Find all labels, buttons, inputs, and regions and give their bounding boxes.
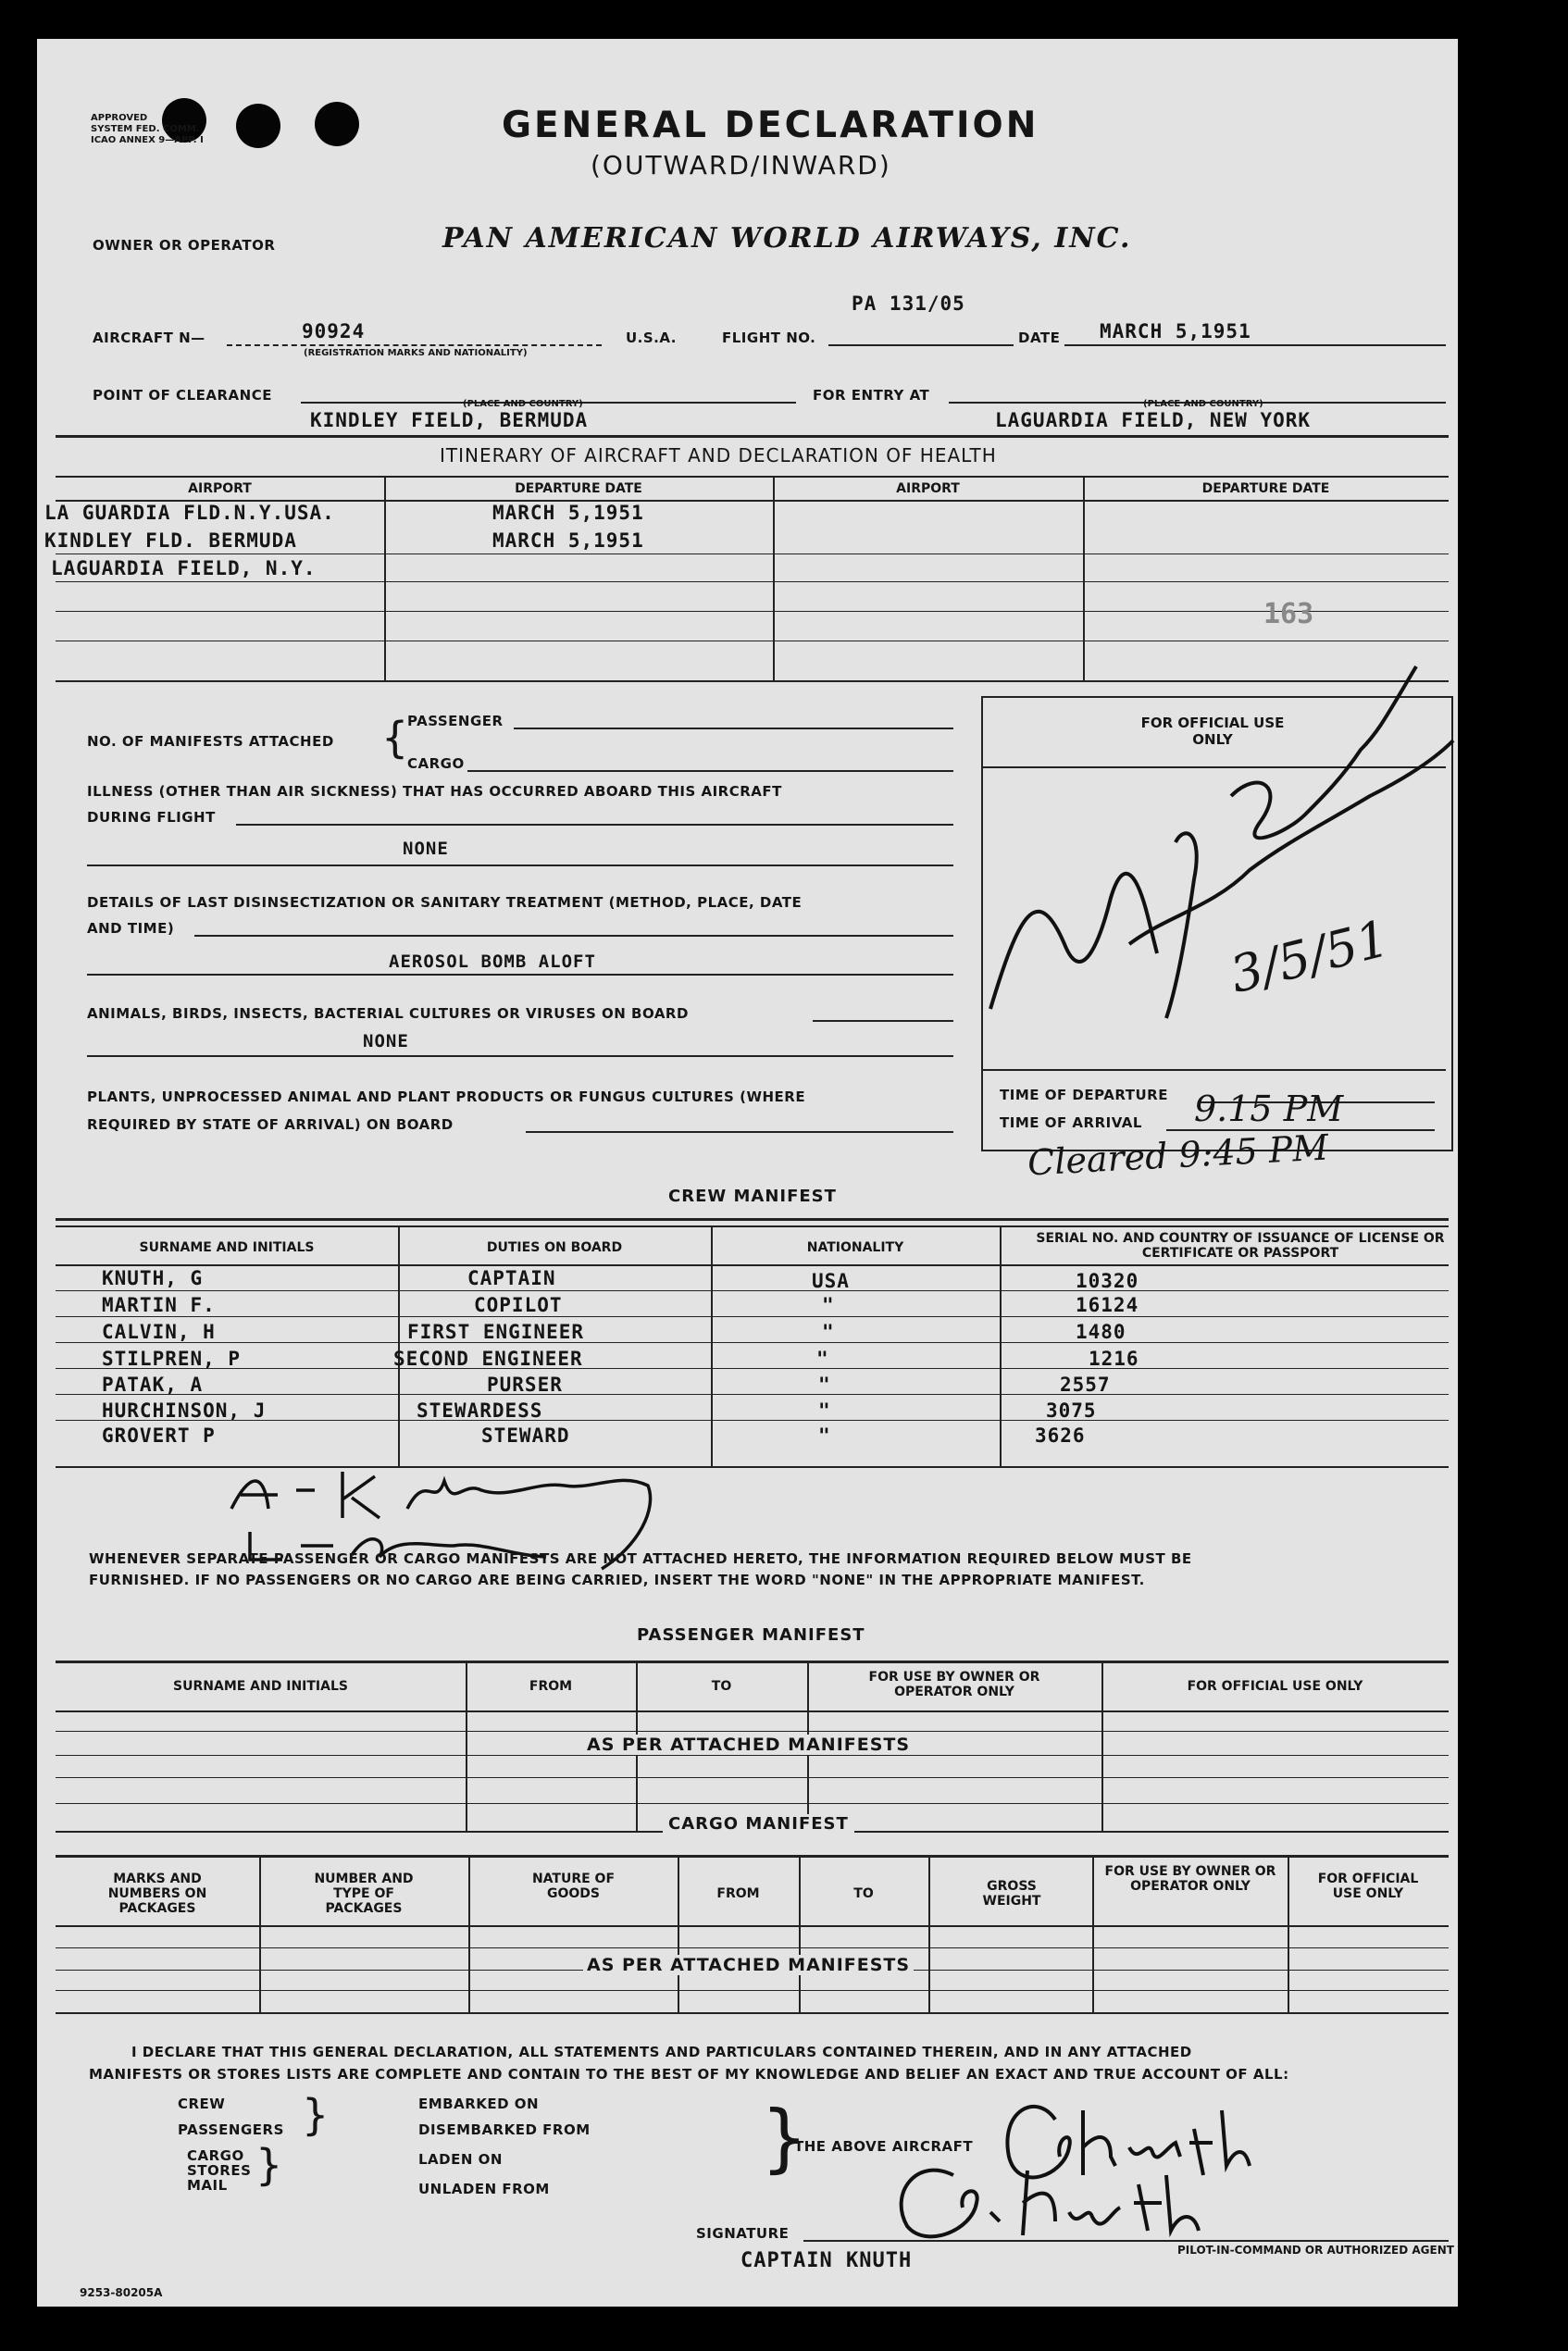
crew-manifest-title: CREW MANIFEST <box>668 1187 837 1206</box>
crew-nationality: " <box>822 1294 835 1316</box>
entry-at-label: FOR ENTRY AT <box>813 387 930 404</box>
approval-stamp: APPROVED SYSTEM FED. COMM. ICAO ANNEX 9—APP. I <box>91 113 204 145</box>
crew-serial: 10320 <box>1076 1270 1139 1292</box>
time-of-departure-label: TIME OF DEPARTURE <box>1000 1087 1168 1103</box>
signature-label: SIGNATURE <box>696 2225 790 2242</box>
arrival-time-handwritten: 9.15 PM <box>1194 1088 1344 1129</box>
cargo-header-number: NUMBER AND TYPE OF PACKAGES <box>314 1872 414 1916</box>
declaration-unladen: UNLADEN FROM <box>418 2181 550 2197</box>
crew-duty: STEWARDESS <box>417 1399 543 1422</box>
entry-at-value: LAGUARDIA FIELD, NEW YORK <box>995 409 1312 431</box>
official-signature-scribble <box>953 639 1472 1046</box>
crew-surname: KNUTH, G <box>102 1267 204 1289</box>
cargo-manifest-title: CARGO MANIFEST <box>663 1814 854 1834</box>
crew-duty: FIRST ENGINEER <box>407 1321 585 1343</box>
crew-serial: 3075 <box>1046 1399 1097 1422</box>
itinerary-header-airport-1: AIRPORT <box>188 481 252 496</box>
captain-name: CAPTAIN KNUTH <box>740 2249 913 2272</box>
point-of-clearance-value: KINDLEY FIELD, BERMUDA <box>310 409 589 431</box>
point-of-clearance-label: POINT OF CLEARANCE <box>93 387 272 404</box>
disinsectization-value: AEROSOL BOMB ALOFT <box>389 952 596 972</box>
crew-duty: PURSER <box>487 1374 563 1396</box>
aircraft-registration-value: 90924 <box>302 320 366 342</box>
illness-value: NONE <box>403 839 449 859</box>
declaration-mail: MAIL <box>187 2177 228 2194</box>
cargo-count-label: CARGO <box>407 755 465 772</box>
declaration-text-1: I DECLARE THAT THIS GENERAL DECLARATION, ALL STATEMENTS AND PARTICULARS CONTAINED THEREIN, AND IN ANY ATTACHED <box>131 2044 1192 2060</box>
illness-label: ILLNESS (OTHER THAN AIR SICKNESS) THAT HAS OCCURRED ABOARD THIS AIRCRAFT <box>87 783 782 800</box>
plants-label: PLANTS, UNPROCESSED ANIMAL AND PLANT PRODUCTS OR FUNGUS CULTURES (WHERE <box>87 1088 806 1105</box>
crew-surname: CALVIN, H <box>102 1321 216 1343</box>
signature-date-handwritten: 3/5/51 <box>1224 908 1395 1005</box>
declaration-laden: LADEN ON <box>418 2151 503 2168</box>
passenger-header-owner-use: FOR USE BY OWNER OR OPERATOR ONLY <box>868 1670 1040 1699</box>
crew-header-serial: SERIAL NO. AND COUNTRY OF ISSUANCE OF LICENSE OR CERTIFICATE OR PASSPORT <box>1036 1231 1445 1261</box>
declaration-passengers: PASSENGERS <box>178 2121 284 2138</box>
entry-place-note: (PLACE AND COUNTRY) <box>1143 399 1263 409</box>
cargo-stores-mail-brace: } <box>255 2140 283 2190</box>
itinerary-row-1-date: MARCH 5,1951 <box>492 502 644 524</box>
crew-nationality: " <box>822 1321 835 1343</box>
disinsectization-label-2: AND TIME) <box>87 920 175 937</box>
crew-nationality: " <box>818 1424 831 1447</box>
crew-nationality: " <box>818 1399 831 1422</box>
cleared-time-handwritten: Cleared 9:45 PM <box>1027 1126 1330 1184</box>
cargo-header-gross-weight: GROSS WEIGHT <box>982 1879 1041 1909</box>
time-of-arrival-label: TIME OF ARRIVAL <box>1000 1114 1142 1131</box>
cargo-header-to: TO <box>853 1886 874 1901</box>
itinerary-header-departure-2: DEPARTURE DATE <box>1201 481 1330 496</box>
cargo-header-from: FROM <box>716 1886 760 1901</box>
crew-duty: COPILOT <box>474 1294 563 1316</box>
crew-duty: CAPTAIN <box>467 1267 556 1289</box>
crew-serial: 1480 <box>1076 1321 1126 1343</box>
punch-hole-icon <box>315 102 359 146</box>
passenger-header-from: FROM <box>529 1679 573 1694</box>
passenger-header-official-use: FOR OFFICIAL USE ONLY <box>1187 1679 1363 1694</box>
flight-number-value: PA 131/05 <box>852 292 965 315</box>
illness-label-2: DURING FLIGHT <box>87 809 216 826</box>
itinerary-row-3-airport: LAGUARDIA FIELD, N.Y. <box>51 557 317 579</box>
punch-hole-icon <box>236 104 280 148</box>
above-aircraft-brace: } <box>761 2095 808 2181</box>
form-subtitle: (OUTWARD/INWARD) <box>591 150 891 180</box>
passenger-count-label: PASSENGER <box>407 713 504 729</box>
passenger-header-surname: SURNAME AND INITIALS <box>173 1679 348 1694</box>
form-number: 9253-80205A <box>80 2286 163 2299</box>
form-title: GENERAL DECLARATION <box>502 105 1039 146</box>
cargo-header-owner-use: FOR USE BY OWNER OR OPERATOR ONLY <box>1104 1864 1276 1894</box>
animals-value: NONE <box>363 1031 409 1051</box>
crew-surname: MARTIN F. <box>102 1294 216 1316</box>
registration-note: (REGISTRATION MARKS AND NATIONALITY) <box>304 348 528 358</box>
crew-nationality: " <box>818 1374 831 1396</box>
passenger-attached-note: AS PER ATTACHED MANIFESTS <box>583 1735 914 1755</box>
crew-surname: GROVERT P <box>102 1424 216 1447</box>
crew-surname: STILPREN, P <box>102 1348 242 1370</box>
declaration-text-2: MANIFESTS OR STORES LISTS ARE COMPLETE AND CONTAIN TO THE BEST OF MY KNOWLEDGE AND BELIEF AN EXACT AND TRUE ACCOUNT OF ALL: <box>89 2066 1289 2083</box>
official-use-title: FOR OFFICIAL USE ONLY <box>1140 715 1285 748</box>
declaration-disembarked: DISEMBARKED FROM <box>418 2121 591 2138</box>
declaration-stores: STORES <box>187 2162 252 2179</box>
flight-number-label: FLIGHT NO. <box>722 330 816 346</box>
crew-header-duties: DUTIES ON BOARD <box>486 1240 623 1255</box>
crew-nationality: USA <box>812 1270 850 1292</box>
crew-serial: 1216 <box>1089 1348 1139 1370</box>
manifest-notice-line-1: WHENEVER SEPARATE PASSENGER OR CARGO MANIFESTS ARE NOT ATTACHED HERETO, THE INFORMATION REQUIRED BELOW MUST BE <box>89 1550 1192 1567</box>
itinerary-row-2-airport: KINDLEY FLD. BERMUDA <box>44 529 297 552</box>
crew-duty: STEWARD <box>481 1424 570 1447</box>
declaration-crew: CREW <box>178 2096 226 2112</box>
plants-label-2: REQUIRED BY STATE OF ARRIVAL) ON BOARD <box>87 1116 454 1133</box>
itinerary-title: ITINERARY OF AIRCRAFT AND DECLARATION OF HEALTH <box>440 444 997 466</box>
itinerary-header-airport-2: AIRPORT <box>896 481 960 496</box>
cargo-header-official-use: FOR OFFICIAL USE ONLY <box>1317 1872 1419 1901</box>
passenger-header-to: TO <box>711 1679 732 1694</box>
manifests-brace: { <box>381 713 409 763</box>
manifests-attached-label: NO. OF MANIFESTS ATTACHED <box>87 733 334 750</box>
declaration-embarked: EMBARKED ON <box>418 2096 540 2112</box>
crew-serial: 16124 <box>1076 1294 1139 1316</box>
cargo-attached-note: AS PER ATTACHED MANIFESTS <box>583 1955 914 1975</box>
crew-header-surname: SURNAME AND INITIALS <box>139 1240 315 1255</box>
above-aircraft-label: THE ABOVE AIRCRAFT <box>794 2138 974 2155</box>
stamp-number: 163 <box>1263 598 1314 630</box>
animals-label: ANIMALS, BIRDS, INSECTS, BACTERIAL CULTURES OR VIRUSES ON BOARD <box>87 1005 689 1022</box>
cargo-header-marks: MARKS AND NUMBERS ON PACKAGES <box>107 1872 207 1916</box>
crew-header-nationality: NATIONALITY <box>806 1240 904 1255</box>
owner-value: PAN AMERICAN WORLD AIRWAYS, INC. <box>442 222 1132 255</box>
cargo-header-nature: NATURE OF GOODS <box>531 1872 616 1901</box>
crew-surname: PATAK, A <box>102 1374 204 1396</box>
crew-serial: 2557 <box>1060 1374 1111 1396</box>
clearance-place-note: (PLACE AND COUNTRY) <box>463 399 583 409</box>
crew-nationality: " <box>816 1348 829 1370</box>
owner-label: OWNER OR OPERATOR <box>93 237 276 254</box>
date-value: MARCH 5,1951 <box>1100 320 1251 342</box>
aircraft-label: AIRCRAFT N— <box>93 330 205 346</box>
captain-signature <box>870 2073 1333 2249</box>
crew-serial: 3626 <box>1035 1424 1086 1447</box>
crew-duty: SECOND ENGINEER <box>393 1348 583 1370</box>
date-label: DATE <box>1018 330 1061 346</box>
declaration-cargo: CARGO <box>187 2147 244 2164</box>
crew-surname: HURCHINSON, J <box>102 1399 267 1422</box>
manifest-notice-line-2: FURNISHED. IF NO PASSENGERS OR NO CARGO ARE BEING CARRIED, INSERT THE WORD "NONE" IN THE APPROPRIATE MANIFEST. <box>89 1572 1145 1588</box>
signature-role-label: PILOT-IN-COMMAND OR AUTHORIZED AGENT <box>1177 2244 1454 2257</box>
itinerary-row-2-date: MARCH 5,1951 <box>492 529 644 552</box>
usa-label: U.S.A. <box>626 330 677 346</box>
passenger-manifest-title: PASSENGER MANIFEST <box>637 1625 865 1645</box>
itinerary-row-1-airport: LA GUARDIA FLD.N.Y.USA. <box>44 502 335 524</box>
disinsectization-label: DETAILS OF LAST DISINSECTIZATION OR SANITARY TREATMENT (METHOD, PLACE, DATE <box>87 894 803 911</box>
crew-passengers-brace: } <box>302 2090 330 2140</box>
itinerary-header-departure-1: DEPARTURE DATE <box>515 481 642 496</box>
